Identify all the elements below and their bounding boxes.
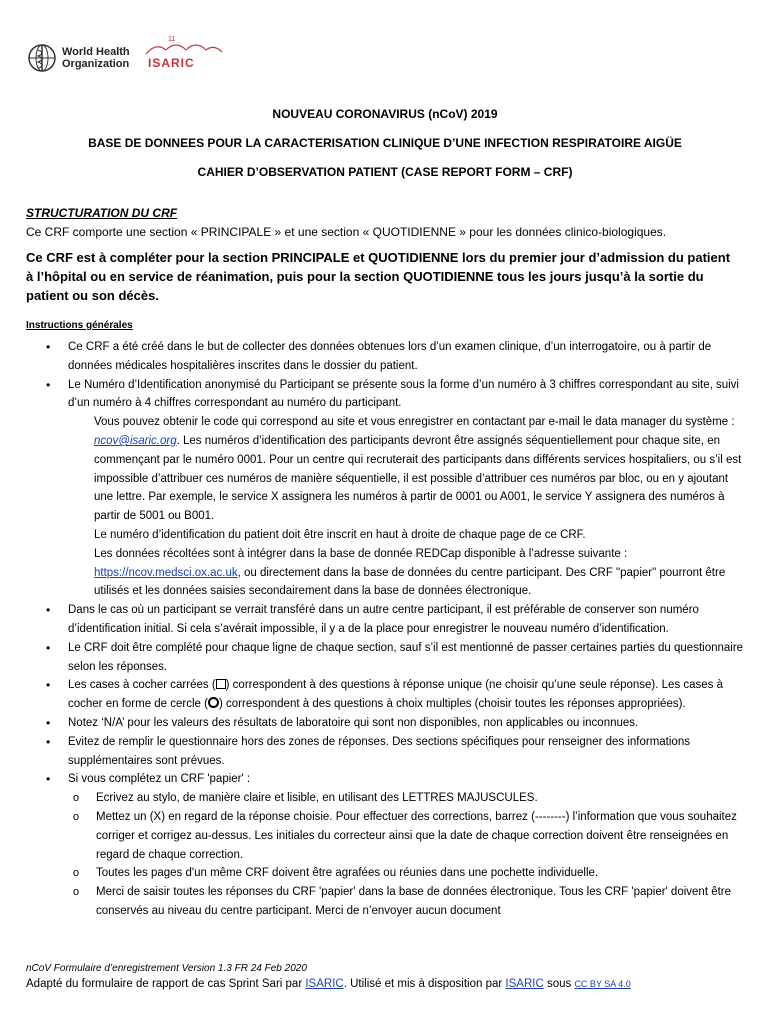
item-text: ) correspondent à des questions à choix multiples (choisir toutes les réponses appropriées). <box>218 698 686 711</box>
item-text: Mettez un (X) en regard de la réponse choisie. Pour effectuer des corrections, barrez (--------) l’information que vous souhaitez corriger et corrigez au-dessus. Les initiales du correcteur ainsi que la date de chaque correction doivent être renseignées en regard de chaque correction. <box>96 810 737 861</box>
sub-list-item <box>46 808 750 864</box>
redcap-details <box>68 545 750 601</box>
isaric-arcs-icon <box>144 40 224 56</box>
title-line-3: CAHIER D’OBSERVATION PATIENT (CASE REPORT FORM – CRF) <box>197 165 573 179</box>
bullet-icon: • <box>46 340 51 354</box>
list-item <box>46 639 750 677</box>
item-text: . Les numéros d’identification des participants devront être assignés séquentiellement pour chaque site, en commençant par le numéro 0001. Pour un centre qui recruterait des participants dans différents services hospitaliers, ou s’il est impossible d’attribuer ces numéros de manière séquentielle, il est possible d’attribuer ces numéros par bloc, ou en y ajoutant une lettre. Par exemple, le service X assignera les numéros à partir de 0001 ou A001, le service Y assignera des numéros à partir de 5001 ou B001. <box>94 434 742 523</box>
circle-bullet-icon: o <box>73 792 80 805</box>
item-text: Le Numéro d’Identification anonymisé du Participant se présente sous la forme d’un numéro à 3 chiffres correspondant au site, suivi d’un numéro à 4 chiffres correspondant au numéro du participant. <box>68 378 739 410</box>
who-line2: Organization <box>62 58 130 70</box>
circle-bullet-icon: o <box>73 867 80 880</box>
item-text: Vous pouvez obtenir le code qui correspond au site et vous enregistrer en contactant par e-mail le data manager du système : <box>94 416 735 429</box>
structuration-intro: Ce CRF comporte une section « PRINCIPALE » et une section « QUOTIDIENNE » pour les données clinico-biologiques. <box>26 225 667 239</box>
instructions-heading: Instructions générales <box>26 320 133 331</box>
participant-id-details <box>68 413 750 526</box>
bullet-icon: • <box>46 772 51 787</box>
footer-text: sous <box>543 978 575 990</box>
list-item <box>46 376 750 602</box>
item-text: Les cases à cocher carrées ( <box>68 679 216 692</box>
sub-list-item <box>46 864 750 883</box>
who-emblem-icon <box>26 42 58 74</box>
item-text: Merci de saisir toutes les réponses du CRF 'papier' dans la base de données électronique. Tous les CRF 'papier' doivent être conservés au niveau du centre participant. Merci de n’envoyer aucun document <box>96 886 732 917</box>
list-item <box>46 676 750 714</box>
circle-bullet-icon: o <box>73 810 80 823</box>
bullet-icon: • <box>46 678 51 693</box>
sub-list-item <box>46 883 750 921</box>
crf-id-placement: Le numéro d’identification du patient doit être inscrit en haut à droite de chaque page de ce CRF. <box>94 528 586 541</box>
list-item <box>46 714 750 733</box>
title-line-2: BASE DE DONNEES POUR LA CARACTERISATION CLINIQUE D’UNE INFECTION RESPIRATOIRE AIGÜE <box>88 136 682 150</box>
title-line-1: NOUVEAU CORONAVIRUS (nCoV) 2019 <box>272 107 498 121</box>
who-line1: World Health <box>62 46 130 58</box>
isaric-link[interactable]: ISARIC <box>305 978 344 990</box>
item-text: Evitez de remplir le questionnaire hors des zones de réponses. Des sections spécifiques pour renseigner des informations supplémentaires sont prévues. <box>68 735 690 767</box>
item-text: Ecrivez au stylo, de manière claire et lisible, en utilisant des LETTRES MAJUSCULES. <box>96 792 538 805</box>
bullet-icon: • <box>46 640 51 655</box>
item-text: Les données récoltées sont à intégrer dans la base de donnée REDCap disponible à l’adresse suivante : <box>94 547 628 560</box>
who-logo-text <box>62 46 130 70</box>
isaric-link-2[interactable]: ISARIC <box>505 978 544 990</box>
list-item <box>46 601 750 639</box>
structuration-bold-paragraph: Ce CRF est à compléter pour la section PRINCIPALE et QUOTIDIENNE lors du premier jour d’admission du patient à l’hôpital ou en service de réanimation, puis pour la section QUOTIDIENNE tous les jours jusqu’à la sortie du patient ou son décès. <box>26 250 731 303</box>
footer-attribution <box>26 978 631 990</box>
list-item <box>46 338 750 376</box>
list-item <box>46 733 750 771</box>
list-item <box>46 770 750 789</box>
item-text: Le CRF doit être complété pour chaque ligne de chaque section, sauf s’il est mentionné de passer certaines parties du questionnaire selon les réponses. <box>68 641 744 673</box>
structuration-heading: STRUCTURATION DU CRF <box>26 206 178 220</box>
redcap-link[interactable]: https://ncov.medsci.ox.ac.uk <box>94 566 238 579</box>
item-text: Si vous complétez un CRF 'papier' : <box>68 773 251 786</box>
isaric-logo <box>144 36 234 80</box>
email-link[interactable]: ncov@isaric.org <box>94 434 177 447</box>
item-text: , ou directement dans la base de données du centre participant. Des CRF "papier" pourront être utilisés et les données saisies secondairement dans la base de données électronique. <box>94 566 726 598</box>
who-logo <box>26 40 156 80</box>
footer-version: nCoV Formulaire d’enregistrement Version 1.3 FR 24 Feb 2020 <box>26 963 307 974</box>
bullet-icon: • <box>46 734 51 749</box>
circle-bullet-icon: o <box>73 886 80 899</box>
footer-text: Adapté du formulaire de rapport de cas Sprint Sari par <box>26 978 306 990</box>
item-text: Ce CRF a été créé dans le but de collecter des données obtenues lors d’un examen clinique, d’un interrogatoire, ou à partir de données médicales hospitalières inscrites dans le dossier du patient. <box>68 341 712 372</box>
item-text: Toutes les pages d'un même CRF doivent être agrafées ou réunies dans une pochette individuelle. <box>96 867 599 880</box>
item-text: ) correspondent à des questions à réponse unique (ne choisir qu’une seule réponse). Les cases à cocher en forme de cercle ( <box>68 679 724 711</box>
bullet-icon: • <box>46 377 51 392</box>
item-text: Dans le cas où un participant se verrait transféré dans un autre centre participant, il est préférable de conserver son numéro d’identification initial. Si cela s’avérait impossible, il y a de la place pour enregistrer le nouveau numéro d’identification. <box>68 604 699 635</box>
license-link[interactable]: CC BY SA 4.0 <box>574 979 631 989</box>
document-title <box>0 106 770 193</box>
isaric-wordmark: ISARIC <box>148 56 195 70</box>
footer-text: . Utilisé et mis à disposition par <box>343 978 506 990</box>
square-checkbox-icon <box>216 679 226 689</box>
bullet-icon: • <box>46 715 51 730</box>
item-text: Notez ‘N/A’ pour les valeurs des résultats de laboratoire qui sont non disponibles, non applicables ou inconnues. <box>68 716 639 729</box>
sub-list-item <box>46 789 750 808</box>
isaric-superscript: 11 <box>168 36 176 43</box>
bullet-icon: • <box>46 603 51 618</box>
instructions-list <box>46 338 750 921</box>
circle-checkbox-icon <box>208 697 219 708</box>
